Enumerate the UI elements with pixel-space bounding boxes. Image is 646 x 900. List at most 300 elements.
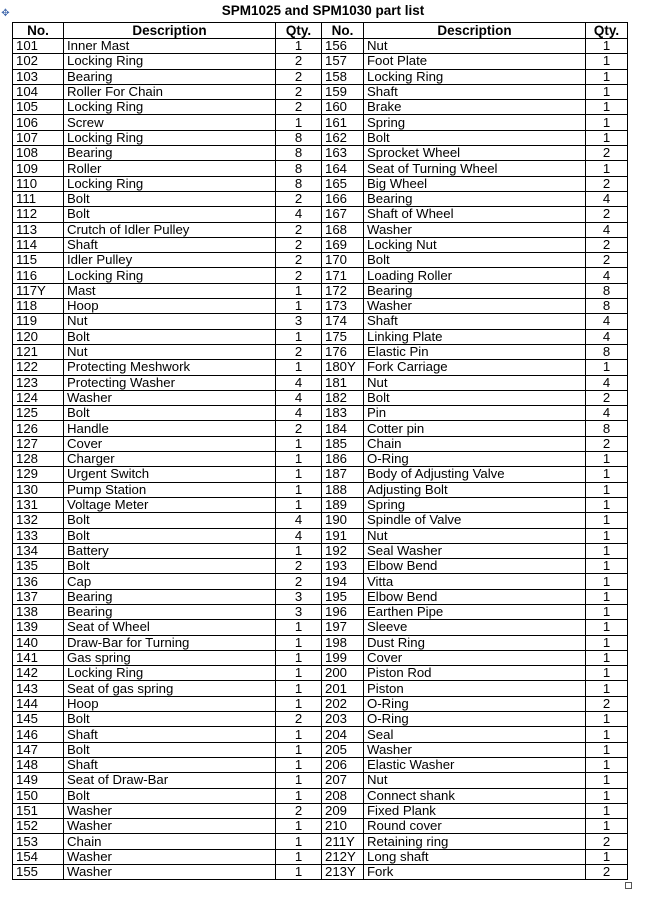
part-number-right: 188 [322,482,364,497]
part-number-left: 111 [13,191,64,206]
part-description-left: Bolt [64,528,276,543]
table-row [13,375,628,390]
part-description-left: Locking Ring [64,100,276,115]
parts-table-body [13,39,628,880]
part-description-left: Mast [64,283,276,298]
part-number-right: 182 [322,390,364,405]
part-description-left: Crutch of Idler Pulley [64,222,276,237]
part-qty-left: 8 [276,161,322,176]
part-number-right: 209 [322,803,364,818]
part-qty-left: 1 [276,834,322,849]
part-number-right: 180Y [322,360,364,375]
part-description-right: Shaft [364,314,586,329]
part-qty-left: 1 [276,329,322,344]
table-row [13,253,628,268]
table-row [13,84,628,99]
part-number-left: 127 [13,436,64,451]
part-description-right: Elbow Bend [364,559,586,574]
table-row [13,283,628,298]
part-qty-left: 3 [276,589,322,604]
table-row [13,635,628,650]
part-qty-right: 1 [586,54,628,69]
part-description-right: Elastic Pin [364,344,586,359]
part-number-right: 165 [322,176,364,191]
part-number-right: 166 [322,191,364,206]
part-number-right: 161 [322,115,364,130]
part-qty-left: 2 [276,54,322,69]
part-description-left: Protecting Meshwork [64,360,276,375]
table-header-row [13,23,628,39]
part-description-left: Gas spring [64,650,276,665]
part-number-right: 208 [322,788,364,803]
part-description-right: Locking Ring [364,69,586,84]
part-number-left: 124 [13,390,64,405]
part-number-right: 163 [322,146,364,161]
part-number-left: 118 [13,299,64,314]
part-number-right: 157 [322,54,364,69]
part-number-right: 213Y [322,865,364,880]
table-row [13,803,628,818]
part-description-left: Bolt [64,513,276,528]
part-qty-left: 2 [276,574,322,589]
part-description-left: Washer [64,390,276,405]
part-qty-right: 2 [586,436,628,451]
part-qty-left: 2 [276,222,322,237]
part-qty-left: 4 [276,406,322,421]
part-description-right: Retaining ring [364,834,586,849]
table-row [13,146,628,161]
part-number-left: 122 [13,360,64,375]
part-number-right: 210 [322,819,364,834]
part-number-right: 175 [322,329,364,344]
part-description-right: Sleeve [364,620,586,635]
part-qty-left: 1 [276,299,322,314]
part-qty-left: 8 [276,130,322,145]
part-qty-left: 4 [276,513,322,528]
part-number-right: 212Y [322,849,364,864]
part-number-right: 184 [322,421,364,436]
part-number-left: 132 [13,513,64,528]
part-qty-right: 4 [586,268,628,283]
table-row [13,161,628,176]
part-number-right: 159 [322,84,364,99]
part-number-right: 173 [322,299,364,314]
part-number-left: 117Y [13,283,64,298]
part-description-right: Big Wheel [364,176,586,191]
table-move-handle-icon[interactable]: ✥ [1,8,10,19]
part-description-right: Elbow Bend [364,589,586,604]
part-description-left: Bolt [64,207,276,222]
part-number-right: 172 [322,283,364,298]
part-number-right: 197 [322,620,364,635]
part-number-right: 186 [322,452,364,467]
part-qty-right: 2 [586,865,628,880]
part-qty-right: 1 [586,727,628,742]
part-qty-right: 1 [586,39,628,54]
part-qty-right: 2 [586,834,628,849]
part-description-left: Voltage Meter [64,497,276,512]
part-number-left: 146 [13,727,64,742]
part-description-left: Shaft [64,757,276,772]
part-number-right: 183 [322,406,364,421]
part-description-right: Shaft [364,84,586,99]
part-number-right: 199 [322,650,364,665]
part-description-right: Fork Carriage [364,360,586,375]
part-number-left: 148 [13,757,64,772]
table-row [13,773,628,788]
part-number-left: 133 [13,528,64,543]
table-row [13,390,628,405]
part-qty-right: 4 [586,329,628,344]
part-number-right: 206 [322,757,364,772]
part-description-right: O-Ring [364,712,586,727]
part-description-left: Bolt [64,406,276,421]
part-qty-right: 1 [586,757,628,772]
part-description-right: Long shaft [364,849,586,864]
part-qty-right: 1 [586,161,628,176]
part-qty-right: 1 [586,589,628,604]
part-description-left: Roller For Chain [64,84,276,99]
part-number-left: 155 [13,865,64,880]
part-number-right: 193 [322,559,364,574]
part-description-right: Brake [364,100,586,115]
part-number-right: 198 [322,635,364,650]
part-qty-right: 2 [586,146,628,161]
part-qty-right: 2 [586,237,628,252]
part-qty-left: 2 [276,559,322,574]
part-number-left: 149 [13,773,64,788]
part-number-left: 126 [13,421,64,436]
parts-table [12,22,628,880]
part-number-left: 121 [13,344,64,359]
part-qty-left: 2 [276,803,322,818]
part-description-left: Bearing [64,589,276,604]
table-row [13,69,628,84]
part-description-right: Spring [364,497,586,512]
table-row [13,237,628,252]
part-description-right: Seal Washer [364,543,586,558]
part-description-right: Elastic Washer [364,757,586,772]
part-description-left: Washer [64,803,276,818]
part-number-left: 152 [13,819,64,834]
part-number-right: 201 [322,681,364,696]
part-number-right: 156 [322,39,364,54]
part-qty-left: 2 [276,84,322,99]
part-description-left: Locking Ring [64,176,276,191]
header-description-left: Description [64,23,276,39]
part-number-left: 140 [13,635,64,650]
part-number-left: 136 [13,574,64,589]
part-description-left: Washer [64,849,276,864]
part-description-left: Battery [64,543,276,558]
part-number-right: 174 [322,314,364,329]
part-number-left: 105 [13,100,64,115]
table-row [13,329,628,344]
part-qty-left: 2 [276,421,322,436]
part-description-right: Fork [364,865,586,880]
part-description-right: Washer [364,299,586,314]
part-qty-right: 1 [586,773,628,788]
part-qty-right: 1 [586,681,628,696]
table-row [13,712,628,727]
part-number-right: 191 [322,528,364,543]
part-number-left: 141 [13,650,64,665]
table-row [13,452,628,467]
part-description-right: Dust Ring [364,635,586,650]
part-description-left: Idler Pulley [64,253,276,268]
table-row [13,742,628,757]
table-row [13,176,628,191]
table-row [13,497,628,512]
part-qty-right: 1 [586,788,628,803]
part-description-left: Hoop [64,696,276,711]
header-no-left: No. [13,23,64,39]
table-row [13,681,628,696]
part-description-left: Bolt [64,788,276,803]
table-row [13,666,628,681]
table-row [13,482,628,497]
part-qty-left: 1 [276,497,322,512]
part-qty-left: 2 [276,712,322,727]
part-qty-right: 1 [586,635,628,650]
part-description-right: Piston Rod [364,666,586,681]
part-description-left: Nut [64,344,276,359]
part-number-left: 113 [13,222,64,237]
part-description-right: Fixed Plank [364,803,586,818]
part-qty-right: 1 [586,803,628,818]
part-qty-left: 1 [276,742,322,757]
part-qty-right: 2 [586,207,628,222]
part-qty-left: 4 [276,390,322,405]
table-row [13,130,628,145]
part-description-right: Bolt [364,130,586,145]
part-qty-right: 1 [586,497,628,512]
table-row [13,528,628,543]
part-number-right: 170 [322,253,364,268]
table-row [13,436,628,451]
part-number-right: 202 [322,696,364,711]
part-qty-left: 1 [276,635,322,650]
table-row [13,344,628,359]
part-description-left: Locking Ring [64,666,276,681]
part-description-left: Shaft [64,237,276,252]
part-number-left: 103 [13,69,64,84]
part-description-left: Cover [64,436,276,451]
part-qty-left: 2 [276,344,322,359]
part-number-right: 168 [322,222,364,237]
part-qty-left: 1 [276,650,322,665]
part-qty-right: 1 [586,84,628,99]
part-description-left: Hoop [64,299,276,314]
part-description-left: Seat of Draw-Bar [64,773,276,788]
part-qty-left: 1 [276,360,322,375]
part-qty-right: 4 [586,406,628,421]
part-qty-right: 1 [586,482,628,497]
part-number-left: 144 [13,696,64,711]
table-row [13,314,628,329]
part-description-right: Nut [364,773,586,788]
part-qty-right: 1 [586,604,628,619]
part-qty-left: 8 [276,176,322,191]
table-row [13,589,628,604]
part-number-left: 128 [13,452,64,467]
part-qty-left: 1 [276,819,322,834]
part-description-left: Bolt [64,329,276,344]
part-description-left: Cap [64,574,276,589]
part-description-left: Bearing [64,69,276,84]
part-qty-left: 3 [276,314,322,329]
part-number-left: 153 [13,834,64,849]
table-row [13,819,628,834]
part-qty-left: 1 [276,696,322,711]
part-qty-right: 1 [586,467,628,482]
part-qty-left: 1 [276,39,322,54]
part-description-left: Pump Station [64,482,276,497]
part-description-left: Screw [64,115,276,130]
part-number-left: 101 [13,39,64,54]
part-qty-right: 1 [586,452,628,467]
table-row [13,513,628,528]
part-qty-left: 1 [276,727,322,742]
part-number-left: 129 [13,467,64,482]
part-description-left: Washer [64,819,276,834]
part-qty-left: 1 [276,115,322,130]
part-qty-right: 1 [586,559,628,574]
header-description-right: Description [364,23,586,39]
part-description-right: Connect shank [364,788,586,803]
part-description-right: Seal [364,727,586,742]
part-qty-right: 1 [586,650,628,665]
part-qty-right: 1 [586,849,628,864]
part-qty-left: 2 [276,69,322,84]
part-description-left: Bolt [64,712,276,727]
part-description-right: Washer [364,222,586,237]
part-qty-left: 2 [276,268,322,283]
table-row [13,543,628,558]
table-resize-handle[interactable] [625,882,632,889]
part-qty-right: 2 [586,176,628,191]
part-description-left: Urgent Switch [64,467,276,482]
table-row [13,54,628,69]
part-description-left: Locking Ring [64,54,276,69]
part-qty-left: 1 [276,620,322,635]
header-qty-left: Qty. [276,23,322,39]
table-row [13,39,628,54]
part-qty-left: 3 [276,604,322,619]
part-description-right: Linking Plate [364,329,586,344]
part-number-right: 162 [322,130,364,145]
part-number-left: 143 [13,681,64,696]
table-row [13,696,628,711]
table-row [13,834,628,849]
part-description-right: Nut [364,39,586,54]
part-description-right: Vitta [364,574,586,589]
table-row [13,207,628,222]
part-number-left: 107 [13,130,64,145]
part-qty-right: 1 [586,666,628,681]
part-description-left: Roller [64,161,276,176]
part-qty-left: 1 [276,757,322,772]
part-description-right: Bearing [364,283,586,298]
part-description-right: Bearing [364,191,586,206]
part-qty-left: 1 [276,849,322,864]
table-row [13,222,628,237]
part-qty-right: 1 [586,574,628,589]
part-qty-left: 1 [276,788,322,803]
part-description-right: Loading Roller [364,268,586,283]
part-description-left: Bolt [64,559,276,574]
part-qty-right: 1 [586,69,628,84]
table-row [13,268,628,283]
part-description-left: Nut [64,314,276,329]
part-qty-left: 1 [276,482,322,497]
part-qty-right: 1 [586,130,628,145]
header-qty-right: Qty. [586,23,628,39]
part-description-right: Round cover [364,819,586,834]
part-number-left: 119 [13,314,64,329]
table-row [13,559,628,574]
part-description-left: Bearing [64,604,276,619]
part-description-right: Cover [364,650,586,665]
part-description-right: Washer [364,742,586,757]
part-qty-left: 1 [276,467,322,482]
part-number-left: 123 [13,375,64,390]
part-description-right: Cotter pin [364,421,586,436]
part-qty-right: 1 [586,360,628,375]
part-description-left: Bolt [64,191,276,206]
part-number-right: 181 [322,375,364,390]
part-number-right: 164 [322,161,364,176]
part-number-left: 112 [13,207,64,222]
table-row [13,406,628,421]
part-qty-right: 1 [586,513,628,528]
part-qty-right: 1 [586,543,628,558]
part-number-left: 106 [13,115,64,130]
table-row [13,467,628,482]
part-description-left: Washer [64,865,276,880]
part-number-right: 167 [322,207,364,222]
part-description-right: Seat of Turning Wheel [364,161,586,176]
part-number-left: 116 [13,268,64,283]
part-qty-left: 2 [276,253,322,268]
table-row [13,115,628,130]
part-description-right: Sprocket Wheel [364,146,586,161]
part-qty-right: 1 [586,819,628,834]
part-qty-left: 1 [276,283,322,298]
part-description-left: Draw-Bar for Turning [64,635,276,650]
part-number-right: 189 [322,497,364,512]
part-qty-right: 2 [586,253,628,268]
part-number-right: 205 [322,742,364,757]
table-row [13,574,628,589]
part-description-left: Seat of Wheel [64,620,276,635]
part-description-left: Bolt [64,742,276,757]
part-number-right: 176 [322,344,364,359]
part-description-left: Shaft [64,727,276,742]
part-number-left: 131 [13,497,64,512]
part-qty-left: 1 [276,666,322,681]
part-number-right: 196 [322,604,364,619]
part-number-left: 154 [13,849,64,864]
part-number-right: 185 [322,436,364,451]
part-number-right: 204 [322,727,364,742]
part-description-left: Locking Ring [64,130,276,145]
part-description-right: Pin [364,406,586,421]
part-qty-left: 1 [276,773,322,788]
part-number-left: 125 [13,406,64,421]
part-number-right: 192 [322,543,364,558]
part-qty-left: 4 [276,528,322,543]
